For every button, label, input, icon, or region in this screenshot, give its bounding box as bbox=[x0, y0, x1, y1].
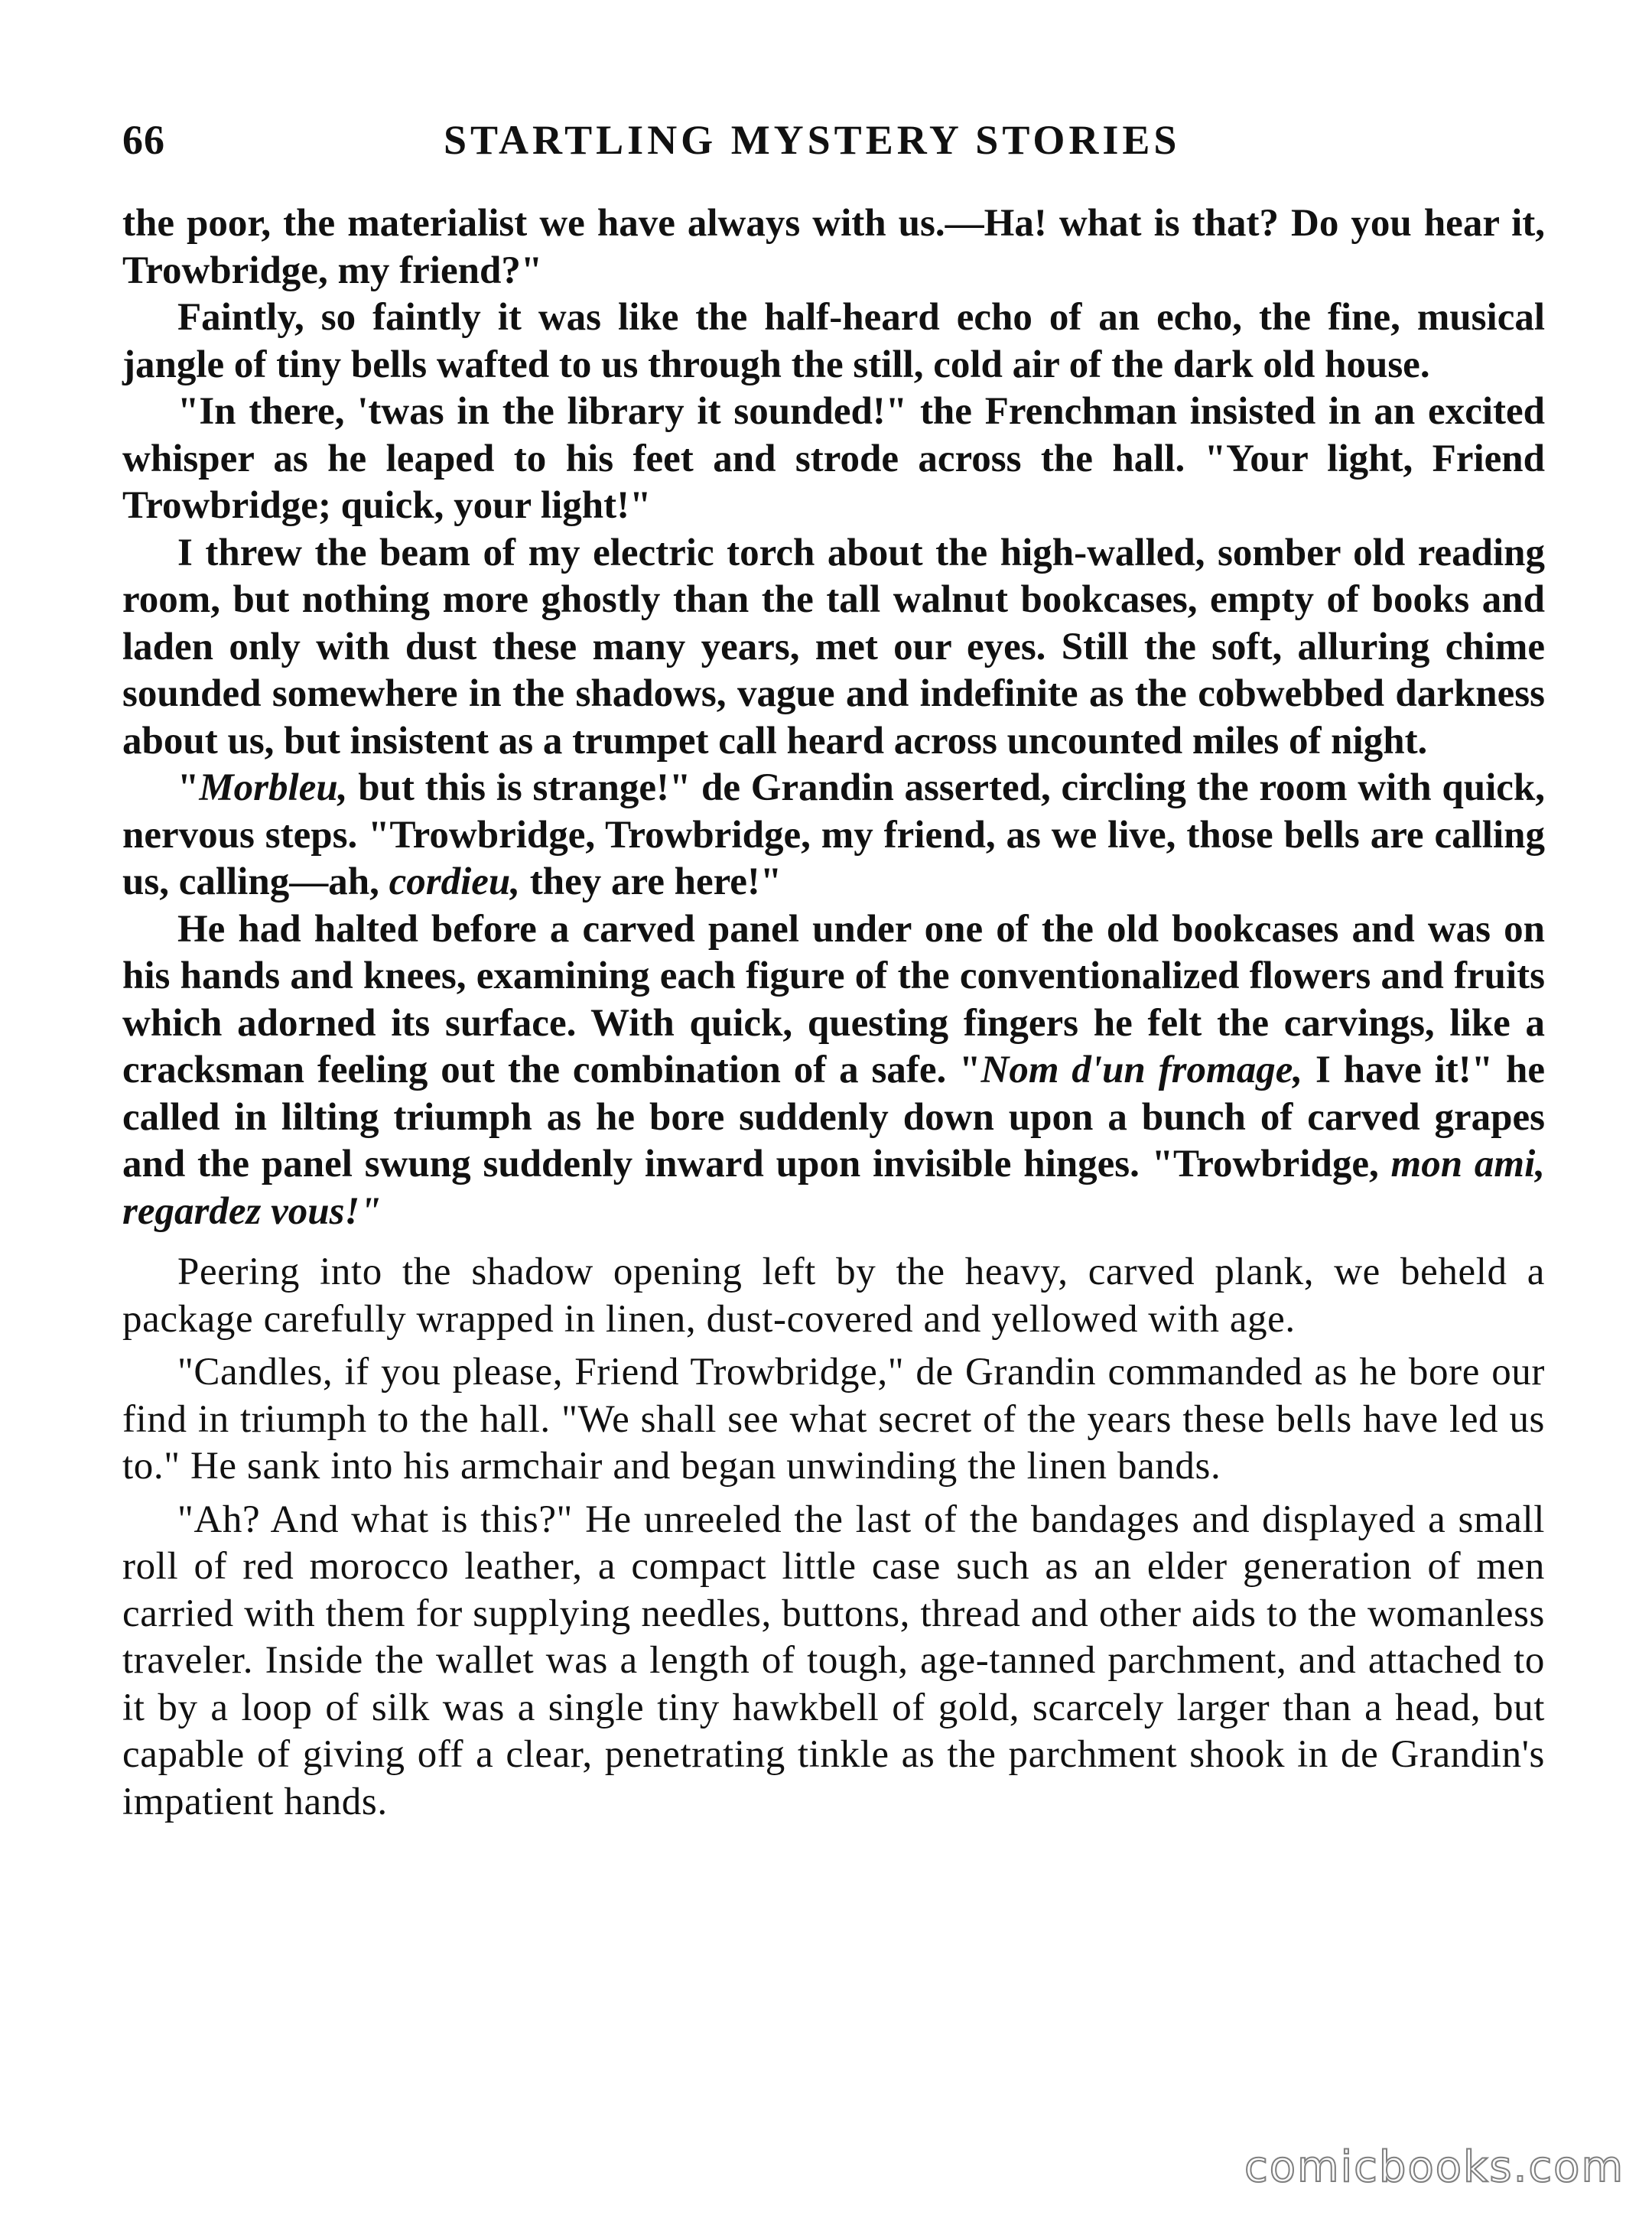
paragraph-1 bbox=[122, 200, 1545, 294]
paragraph-2 bbox=[122, 294, 1545, 389]
paragraph-9 bbox=[122, 1497, 1545, 1826]
paragraph-6-before: He had halted before a carved panel under one of the old bookcases and was on his hands and knees, examining each figure of the conventionalized flowers and fruits which adorned its surface. With quick, questing fingers he felt the carvings, like a cracksman feeling out the combination of a safe. " bbox=[122, 907, 1545, 1091]
paragraph-5-end: they are here!" bbox=[520, 860, 782, 903]
paragraph-6-middle: I have it!" he called in lilting triumph as he bore suddenly down upon a bunch of carved grapes and the panel swung suddenly inward upon invisible hinges. "Trowbridge, bbox=[122, 1049, 1545, 1185]
paragraph-5-italic-cordieu: cordieu, bbox=[389, 860, 520, 903]
paragraph-8-text: "Candles, if you please, Friend Trowbridge," de Grandin commanded as he bore our find in triumph to the hall. "We shall see what secret of the years these bells have led us to." He sank into his armchair and began unwinding the linen bands. bbox=[122, 1351, 1545, 1488]
paragraph-5 bbox=[122, 765, 1545, 906]
paragraph-5-middle: but this is strange!" de Grandin asserted, circling the room with quick, nervous steps. "Trowbridge, Trowbridge, my friend, as we live, those bells are calling us, calling—ah, bbox=[122, 766, 1545, 903]
paragraph-7 bbox=[122, 1249, 1545, 1343]
story-text bbox=[122, 200, 1545, 1826]
paragraph-3-text: "In there, 'twas in the library it sounded!" the Frenchman insisted in an excited whisper as he leaped to his feet and strode across the hall. "Your light, Friend Trowbridge; quick, your light!" bbox=[122, 390, 1545, 527]
paragraph-7-text: Peering into the shadow opening left by the heavy, carved plank, we beheld a package carefully wrapped in linen, dust-covered and yellowed with age. bbox=[122, 1250, 1545, 1341]
site-watermark: comicbooks.com bbox=[1244, 2142, 1624, 2192]
paragraph-5-open: " bbox=[177, 766, 200, 809]
page-header bbox=[122, 116, 1545, 177]
page-number: 66 bbox=[122, 117, 165, 163]
paragraph-4-text: I threw the beam of my electric torch about the high-walled, somber old reading room, but nothing more ghostly than the tall walnut bookcases, empty of books and laden only with dust these many years, met our eyes. Still the soft, alluring chime sounded somewhere in the shadows, vague and indefinite as the cobwebbed darkness about us, but insistent as a trumpet call heard across uncounted miles of night. bbox=[122, 531, 1545, 763]
paragraph-4 bbox=[122, 530, 1545, 766]
paragraph-6 bbox=[122, 906, 1545, 1236]
paragraph-8 bbox=[122, 1349, 1545, 1491]
running-head: STARTLING MYSTERY STORIES bbox=[444, 117, 1181, 163]
paragraph-2-text: Faintly, so faintly it was like the half-heard echo of an echo, the fine, musical jangle of tiny bells wafted to us through the still, cold air of the dark old house. bbox=[122, 296, 1545, 386]
paragraph-3 bbox=[122, 389, 1545, 530]
paragraph-6-italic-nom-dun-fromage: Nom d'un fromage, bbox=[980, 1049, 1303, 1091]
paragraph-5-italic-morbleu: Morbleu, bbox=[199, 766, 348, 809]
paragraph-9-text: "Ah? And what is this?" He unreeled the last of the bandages and displayed a small roll of red morocco leather, a compact little case such as an elder generation of men carried with them for supplying needles, buttons, thread and other aids to the womanless traveler. Inside the wallet was a length of tough, age-tanned parchment, and attached to it by a loop of silk was a single tiny hawkbell of gold, scarcely larger than a head, but capable of giving off a clear, penetrating tinkle as the parchment shook in de Grandin's impatient hands. bbox=[122, 1498, 1545, 1823]
paragraph-6-italic-mon-ami: mon ami, regardez vous!" bbox=[122, 1143, 1545, 1233]
paragraph-1-text: the poor, the materialist we have always with us.—Ha! what is that? Do you hear it, Trowbridge, my friend?" bbox=[122, 202, 1545, 292]
